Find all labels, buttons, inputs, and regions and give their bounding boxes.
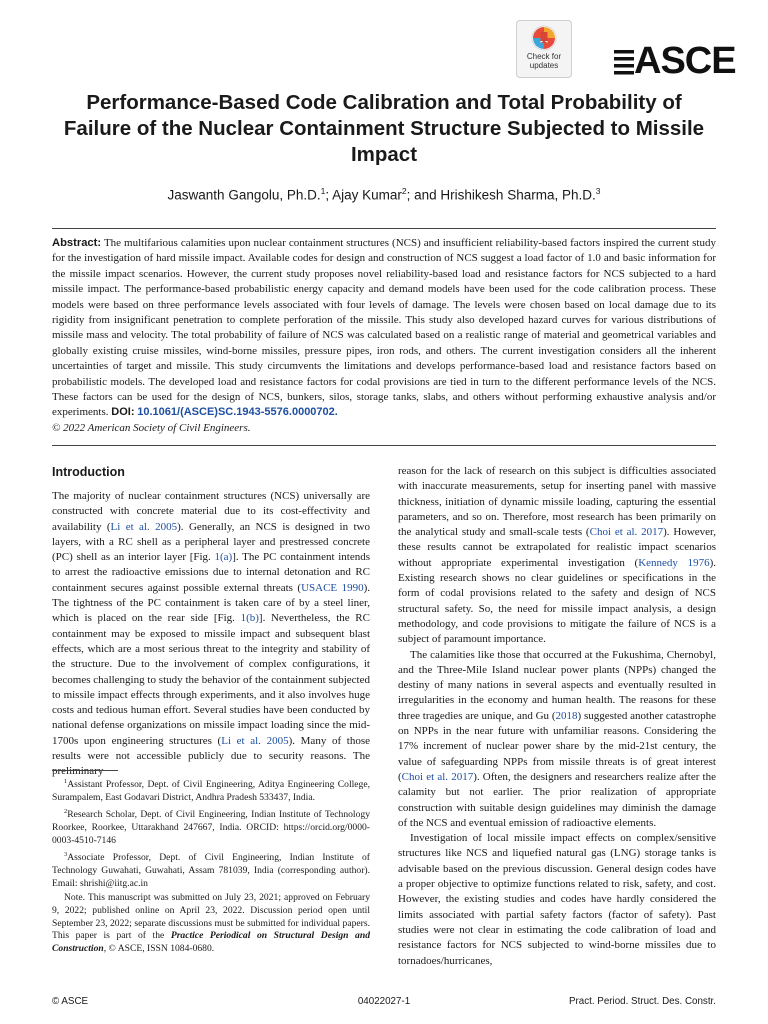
citation-link[interactable]: 1(a) (214, 551, 233, 564)
abstract-text: The multifarious calamities upon nuclear containment structures (NCS) and insufficient reliability-based factors inspired the current study for the investigation of hard missile impact. Available codes for design and construction of NCS suggest a load factor of 1.0 and basic information for the missile impact scenarios. However, the current study proposes novel reliability-based load and resistance factors for NCS subjected to a hard missile impact. The performance-based probabilistic energy capacity and demand models have been used for the code calibration process. These models were based on three performance levels associated with four levels of damage. The levels were chosen based on local damage due to its rigidity from insignificant penetration to complete perforation of the missile. This study also developed hazard curves for various distributions of missile mass and velocity. The total probability of failure of NCS was calculated based on a realistic range of material and geometrical variables and globally existing cruise missiles, wind-borne missiles, pressure pipes, iron rods, and others. The current investigation considers all the inherent uncertainties of target and missile. This study circumvents the limitations and develops performance-based load and resistance factors based on probabilistic models. The developed load and resistance factors for codal provisions are tied in turn to the different performance levels of the NCS. These factors can be used for the design of NCS, bunkers, silos, storage tanks, slabs, and others without performing exhaustive analysis and/or experiments. (52, 237, 716, 419)
citation-link[interactable]: Li et al. 2005 (221, 734, 289, 747)
submission-note: Note. This manuscript was submitted on July 23, 2021; approved on February 9, 2022; published online on April 23, 2022. Discussion period open until September 23, 2022; separate discussions must be submitted for individual papers. This paper is part of the Practice Periodical on Structural Design and Construction, © ASCE, ISSN 1084-0680. (52, 892, 370, 954)
body-paragraph: reason for the lack of research on this subject is difficulties associated with inaccurate measurements, setup for inserting panel with massive thickness, initiation of dynamic missile loading, capturing the essential parameters, and so on. Therefore, most research has been primarily on the analytical study and small-scale tests (Choi et al. 2017). However, these results cannot be extrapolated for realistic impact scenarios without appropriate experimental investigation (Kennedy 1976). Existing research shows no clear guidelines or specifications in the form of codal provisions related to the safety and design of NCS structural safety. So, the need for missile impact analysis, a design methodology, and code provisions to mitigate the failure of NCS is a subject of paramount importance. (398, 465, 716, 646)
footnotes (52, 776, 370, 957)
author-affiliation-mark: 1 (320, 186, 326, 196)
check-badge-label: Check for updates (526, 52, 562, 70)
doi-label: DOI: (111, 406, 135, 419)
affiliation-footnote: $^1$Assistant Professor, Dept. of Civil Engineering, Aditya Engineering College, Surampalem, East Godavari District, Andhra Pradesh 533437, India. (52, 778, 370, 803)
footer-journal: Pract. Period. Struct. Des. Constr. (568, 996, 716, 1007)
left-column-body (52, 489, 370, 780)
author-affiliation-mark: 3 (595, 186, 601, 196)
left-column (52, 464, 370, 780)
citation-link[interactable]: Kennedy 1976 (638, 556, 710, 569)
footer-page-id: 04022027-1 (357, 996, 411, 1007)
footnote-mark: 1 (64, 778, 68, 785)
affiliation-footnote: $^3$Associate Professor, Dept. of Civil Engineering, Indian Institute of Technology Guwahati, Guwahati, Assam 781039, India (corresponding author). Email: shrishi@iitg.ac.in (52, 851, 370, 889)
asce-mark-icon (612, 44, 636, 80)
body-paragraph: The majority of nuclear containment structures (NCS) universally are constructed with concrete material due to its cost-effectivity and availability (Li et al. 2005). Generally, an NCS is designed in two layers, with a RC shell as a peripheral layer and prestressed concrete (PC) shell as an interior layer [Fig. 1(a)]. The PC containment intends to arrest the radioactive emissions due to internal detonation and RC containment secures against possible external threats (USACE 1990). The tightness of the PC containment is taken care of by a steel liner, which is placed on the rear side [Fig. 1(b)]. Nevertheless, the RC containment may be exposed to missile impact and subsequent blast effects, which are a most serious threat to the integrity and stability of the structure. Due to the involvement of complex configurations, it becomes challenging to study the behavior of the containment subjected to missile impact effects through experiments, and it also involves huge costs and tedious human effort. Several studies have been conducted by national defense organizations on missile impact loading since the mid-1700s upon engineering structures (Li et al. 2005). Many of those results were not accessible publicly due to security reasons. The preliminary (52, 490, 370, 778)
citation-link[interactable]: USACE 1990 (301, 581, 364, 594)
asce-logo-text: ASCE (634, 40, 736, 82)
paper-title: Performance-Based Code Calibration and Total Probability of Failure of the Nuclear Containment Structure Subjected to Missile Impact (63, 91, 705, 166)
footnote-rule (52, 770, 118, 771)
asce-logo (612, 40, 736, 82)
footer-publisher: © ASCE (52, 996, 89, 1007)
body-paragraph: The calamities like those that occurred at the Fukushima, Chernobyl, and the Three-Mile Island nuclear power plants (NPPs) changed the destiny of many nations in several aspects and eventually resulted in irregularities in the economy and human health. The reasons for these three tragedies are unique, and Gu (2018) suggested another catastrophe on NPPs in the near future with unfamiliar reasons. Considering the 17% increment of nuclear power share by the mid-21st century, the value of safeguarding NPPs from missile threats is of great interest (Choi et al. 2017). Often, the designers and researchers realize after the calamity but not earlier. The prior realization of appropriate construction with suitable design guidelines may diminish the damage of the NCS and eventual emission of radioactive elements. (398, 648, 716, 829)
footnote-mark: 2 (64, 808, 68, 816)
check-for-updates-badge[interactable] (516, 20, 572, 78)
abstract-top-rule (52, 228, 716, 229)
citation-link[interactable]: Choi et al. 2017 (401, 770, 474, 783)
footnote-mark: 3 (64, 851, 68, 859)
citation-link[interactable]: 1(b) (240, 612, 259, 625)
body-paragraph: Investigation of local missile impact effects on complex/sensitive structures like NCS and liquefied natural gas (LNG) storage tanks is advisable based on the previous discussion. General design codes have a proper objective to optimize functions related to risk, safety, and cost. However, the existing studies and codes have hardly considered the limits associated with partial safety factors (factor of safety). Past studies were not clear in estimating the code calibration of load and resistance factors for NCS subjected to wind-borne missiles due to tornadoes/hurricanes, (398, 832, 716, 967)
doi-link[interactable]: 10.1061/(ASCE)SC.1943-5576.0000702. (137, 406, 338, 419)
journal-name: Practice Periodical on Structural Design and Construction (52, 930, 370, 954)
affiliation-footnote: $^2$Research Scholar, Dept. of Civil Engineering, Indian Institute of Technology Roorkee, Roorkee, Uttarakhand 247667, India. ORCID: https://orcid.org/0000-0003-4510-7146 (52, 808, 370, 846)
citation-link[interactable]: Choi et al. 2017 (589, 526, 664, 539)
author-name: Jaswanth Gangolu, Ph.D. (167, 187, 321, 203)
abstract-copyright: © 2022 American Society of Civil Engineers. (52, 421, 251, 434)
abstract-label: Abstract: (52, 237, 102, 249)
author-list: Jaswanth Gangolu, Ph.D.$^1$; Ajay Kumar$^2$; and Hrishikesh Sharma, Ph.D.$^3$ (167, 186, 601, 203)
abstract (52, 236, 716, 436)
section-heading-introduction: Introduction (52, 465, 125, 479)
author-name: Hrishikesh Sharma, Ph.D. (440, 187, 596, 203)
author-affiliation-mark: 2 (401, 186, 407, 196)
crossmark-icon (531, 25, 557, 51)
citation-link[interactable]: 2018 (555, 709, 578, 722)
author-name: Ajay Kumar (332, 187, 402, 203)
right-column-body (398, 464, 716, 969)
abstract-bottom-rule (52, 445, 716, 446)
right-column (398, 464, 716, 969)
citation-link[interactable]: Li et al. 2005 (110, 520, 178, 533)
